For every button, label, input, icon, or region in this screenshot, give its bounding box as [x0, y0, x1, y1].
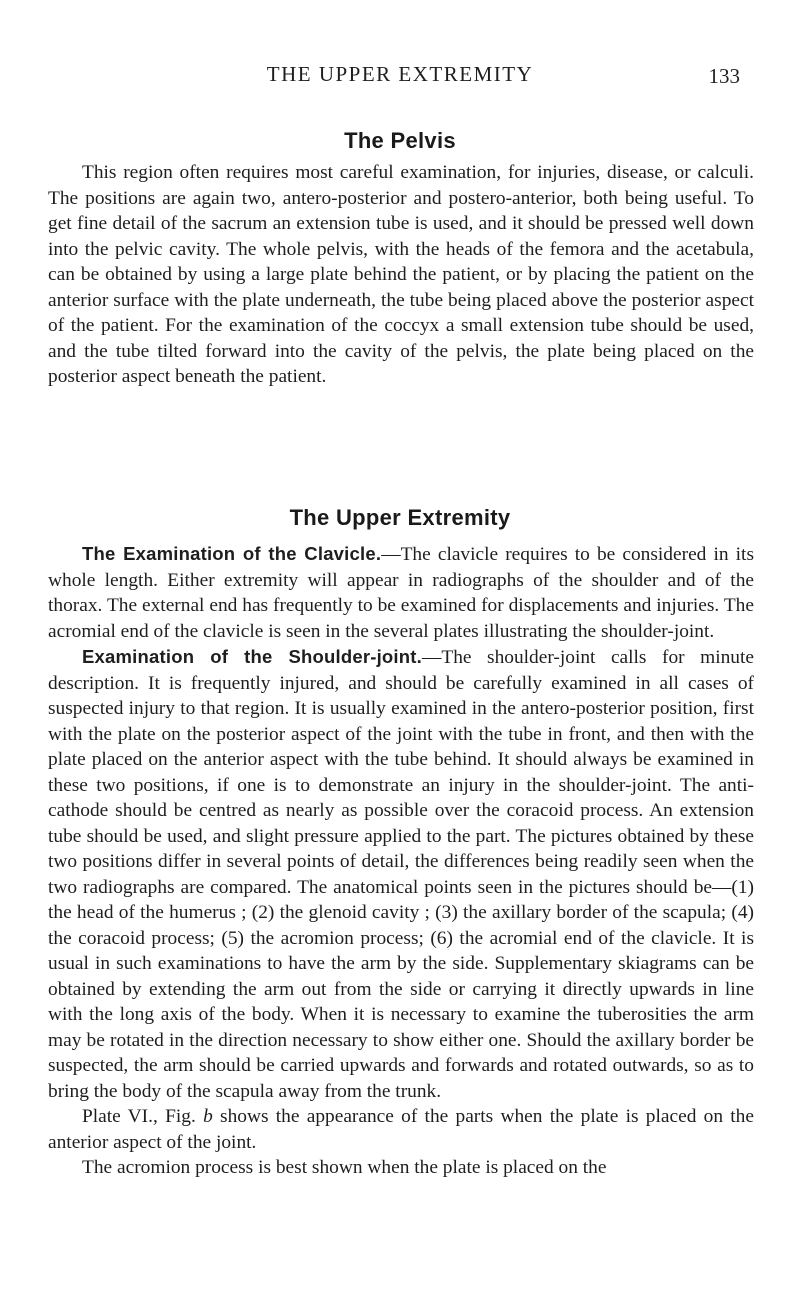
plate-note-after: shows the appearance of the parts when the plate is placed on the anterior aspect of the joint.	[48, 1106, 754, 1153]
shoulder-text: —The shoulder-joint calls for minute description. It is frequently injured, and should be carefully examined in all cases of suspected injury to that region. It is usually examined in the antero-posterior position, first with the plate on the posterior aspect of the joint with the tube in front, and then with the plate placed on the anterior aspect with the tube behind. It should always be examined in these two positions, if one is to demonstrate an injury in the shoulder-joint. The anti-cathode should be centred as nearly as possible over the coracoid process. An extension tube should be used, and slight pressure applied to the part. The pictures obtained by these two positions differ in several points of detail, the differences being readily seen when the two radiographs are compared. The anatomical points seen in the pictures should be—(1) the head of the humerus ; (2) the glenoid cavity ; (3) the axillary border of the scapula; (4) the coracoid process; (5) the acromion process; (6) the acromial end of the clavicle. It is usual in such examinations to have the arm by the side. Supplementary skiagrams can be obtained by extending the arm out from the side or carrying it directly upwards in line with the long axis of the body. When it is necessary to examine the tuberosities the arm may be rotated in the direction necessary to show either one. Should the axillary border be suspected, the arm should be carried upwards and forwards and rotated outwards, so as to bring the body of the scapula away from the trunk.	[48, 647, 754, 1102]
acromion-paragraph: The acromion process is best shown when the plate is placed on the	[82, 1157, 607, 1178]
plate-note-before: Plate VI., Fig.	[82, 1106, 204, 1127]
upper-extremity-section-body	[48, 541, 754, 1181]
plate-note-fig-letter: b	[203, 1106, 213, 1127]
running-header	[0, 62, 800, 92]
pelvis-section-body	[48, 160, 754, 390]
clavicle-paragraph	[48, 541, 754, 644]
shoulder-run-in-heading: Examination of the Shoulder-joint.	[82, 646, 422, 667]
section-heading-upper-extremity: The Upper Extremity	[289, 505, 511, 530]
page-number: 133	[708, 64, 740, 88]
shoulder-paragraph	[48, 644, 754, 1104]
clavicle-text: —The clavicle requires to be considered in its whole length. Either extremity will appear in radiographs of the shoulder and of the thorax. The external end has frequently to be examined for displacements and injuries. The acromial end of the clavicle is seen in the several plates illustrating the shoulder-joint.	[48, 544, 754, 642]
clavicle-run-in-heading: The Examination of the Clavicle.	[82, 543, 382, 564]
plate-note-paragraph	[48, 1104, 754, 1155]
pelvis-paragraph: This region often requires most careful examination, for injuries, disease, or calculi. The positions are again two, antero-posterior and postero-anterior, both being useful. To get fine detail of the sacrum an extension tube is used, and it should be pressed well down into the pelvic cavity. The whole pelvis, with the heads of the femora and the acetabula, can be obtained by using a large plate behind the patient, or by placing the patient on the anterior surface with the plate underneath, the tube being placed above the posterior aspect of the patient. For the examination of the coccyx a small extension tube should be used, and the tube tilted forward into the cavity of the pelvis, the plate being placed on the posterior aspect beneath the patient.	[48, 162, 754, 387]
running-title: THE UPPER EXTREMITY	[266, 62, 534, 86]
section-heading-pelvis: The Pelvis	[344, 128, 456, 153]
